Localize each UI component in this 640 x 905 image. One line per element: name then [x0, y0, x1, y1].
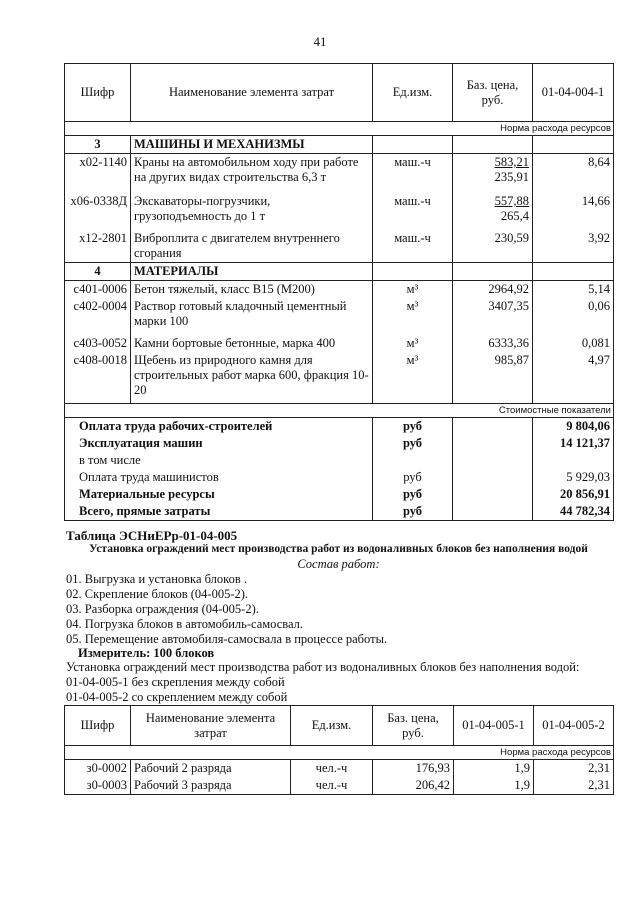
header-code: Шифр	[65, 64, 131, 122]
row-value-2: 2,31	[534, 777, 614, 795]
cost-value	[533, 452, 614, 469]
row-name: Раствор готовый кладочный цементный марки 100	[131, 298, 373, 330]
row-code: с402-0004	[65, 298, 131, 330]
work-item: 01. Выгрузка и установка блоков .	[66, 572, 247, 586]
cost-unit	[373, 452, 453, 469]
row-name: Краны на автомобильном ходу при работе на других видах строительства 6,3 т	[131, 154, 373, 187]
row-price: 206,42	[373, 777, 454, 795]
row-name: Бетон тяжелый, класс В15 (М200)	[131, 281, 373, 299]
table-row	[65, 777, 614, 795]
section-number: 3	[65, 136, 131, 154]
row-price: 3407,35	[453, 298, 533, 330]
table-row	[65, 330, 614, 352]
row-code: с401-0006	[65, 281, 131, 299]
cost-value: 44 782,34	[533, 503, 614, 521]
row-value: 0,06	[533, 298, 614, 330]
row-name: Экскаваторы-погрузчики, грузоподъемность до 1 т	[131, 186, 373, 225]
cost-name: Оплата труда рабочих-строителей	[65, 418, 373, 436]
table-row	[65, 352, 614, 404]
header-col: 01-04-004-1	[533, 64, 614, 122]
band-resources: Норма расхода ресурсов	[65, 122, 614, 136]
row-value: 8,64	[533, 154, 614, 187]
row-name: Рабочий 3 разряда	[131, 777, 291, 795]
cost-name: Оплата труда машинистов	[65, 469, 373, 486]
page-number: 41	[313, 34, 327, 49]
row-unit: маш.-ч	[373, 154, 453, 187]
section-heading: Установка ограждений мест производства работ из водоналивных блоков без наполнения водой	[89, 543, 588, 555]
row-price: 557,88 265,4	[453, 186, 533, 225]
header-code: Шифр	[65, 706, 131, 746]
row-value-1: 1,9	[454, 760, 534, 778]
cost-unit: руб	[373, 503, 453, 521]
header-col1: 01-04-005-1	[454, 706, 534, 746]
band-resources: Норма расхода ресурсов	[65, 746, 614, 760]
row-price: 583,21 235,91	[453, 154, 533, 187]
row-unit: м³	[373, 281, 453, 299]
table-header-row	[65, 706, 614, 746]
row-code: з0-0003	[65, 777, 131, 795]
table-header-row	[65, 64, 614, 122]
description-line: Установка ограждений мест производства работ из водоналивных блоков без наполнения водой:	[66, 660, 580, 674]
section-title: МАТЕРИАЛЫ	[131, 263, 373, 281]
table-row	[65, 281, 614, 299]
resource-table-01-04-005	[64, 705, 614, 795]
row-code: с408-0018	[65, 352, 131, 404]
section-row-machines	[65, 136, 614, 154]
cost-unit: руб	[373, 469, 453, 486]
row-unit: чел.-ч	[291, 760, 373, 778]
row-value-1: 1,9	[454, 777, 534, 795]
meter: Измеритель: 100 блоков	[78, 646, 215, 660]
table-title: Таблица ЭСНиЕРр-01-04-005	[66, 528, 238, 543]
row-code: з0-0002	[65, 760, 131, 778]
row-unit: чел.-ч	[291, 777, 373, 795]
row-price: 985,87	[453, 352, 533, 404]
work-item: 02. Скрепление блоков (04-005-2).	[66, 587, 249, 601]
cost-unit: руб	[373, 418, 453, 436]
band-cost: Стоимостные показатели	[65, 404, 614, 418]
row-unit: м³	[373, 298, 453, 330]
cost-name: в том числе	[65, 452, 373, 469]
description-line: 01-04-005-1 без скрепления между собой	[66, 675, 285, 689]
cost-row	[65, 418, 614, 436]
header-unit: Ед.изм.	[291, 706, 373, 746]
table-row	[65, 760, 614, 778]
cost-unit: руб	[373, 486, 453, 503]
row-unit: маш.-ч	[373, 186, 453, 225]
row-unit: маш.-ч	[373, 225, 453, 263]
section-title: МАШИНЫ И МЕХАНИЗМЫ	[131, 136, 373, 154]
section-number: 4	[65, 263, 131, 281]
header-name: Наименование элемента затрат	[131, 706, 291, 746]
row-name: Щебень из природного камня для строительных работ марка 600, фракция 10-20	[131, 352, 373, 404]
row-value: 4,97	[533, 352, 614, 404]
header-col2: 01-04-005-2	[534, 706, 614, 746]
row-unit: м³	[373, 330, 453, 352]
row-value-2: 2,31	[534, 760, 614, 778]
row-name: Рабочий 2 разряда	[131, 760, 291, 778]
header-unit: Ед.изм.	[373, 64, 453, 122]
cost-name: Всего, прямые затраты	[65, 503, 373, 521]
cost-row	[65, 469, 614, 486]
cost-row	[65, 503, 614, 521]
band-row	[65, 404, 614, 418]
row-price: 6333,36	[453, 330, 533, 352]
row-code: х02-1140	[65, 154, 131, 187]
header-name: Наименование элемента затрат	[131, 64, 373, 122]
header-price: Баз. цена, руб.	[453, 64, 533, 122]
row-price: 2964,92	[453, 281, 533, 299]
cost-row	[65, 435, 614, 452]
cost-unit: руб	[373, 435, 453, 452]
resource-table-01-04-004	[64, 63, 614, 521]
cost-value: 5 929,03	[533, 469, 614, 486]
row-value: 0,081	[533, 330, 614, 352]
row-value: 5,14	[533, 281, 614, 299]
row-code: х12-2801	[65, 225, 131, 263]
header-price: Баз. цена, руб.	[373, 706, 454, 746]
row-code: с403-0052	[65, 330, 131, 352]
row-name: Виброплита с двигателем внутреннего сгорания	[131, 225, 373, 263]
row-price: 230,59	[453, 225, 533, 263]
cost-name: Материальные ресурсы	[65, 486, 373, 503]
row-code: х06-0338Д	[65, 186, 131, 225]
cost-name: Эксплуатация машин	[65, 435, 373, 452]
works-title: Состав работ:	[297, 557, 380, 571]
work-item: 05. Перемещение автомобиля-самосвала в процессе работы.	[66, 632, 388, 646]
band-row	[65, 746, 614, 760]
table-row	[65, 186, 614, 225]
table-row	[65, 298, 614, 330]
work-item: 04. Погрузка блоков в автомобиль-самосвал.	[66, 617, 304, 631]
row-value: 3,92	[533, 225, 614, 263]
row-name: Камни бортовые бетонные, марка 400	[131, 330, 373, 352]
cost-row	[65, 452, 614, 469]
cost-row	[65, 486, 614, 503]
table-row	[65, 225, 614, 263]
row-value: 14,66	[533, 186, 614, 225]
cost-value: 14 121,37	[533, 435, 614, 452]
work-item: 03. Разборка ограждения (04-005-2).	[66, 602, 259, 616]
table-row	[65, 154, 614, 187]
row-unit: м³	[373, 352, 453, 404]
description-line: 01-04-005-2 со скреплением между собой	[66, 690, 288, 704]
cost-value: 9 804,06	[533, 418, 614, 436]
section-row-materials	[65, 263, 614, 281]
band-row	[65, 122, 614, 136]
row-price: 176,93	[373, 760, 454, 778]
cost-value: 20 856,91	[533, 486, 614, 503]
